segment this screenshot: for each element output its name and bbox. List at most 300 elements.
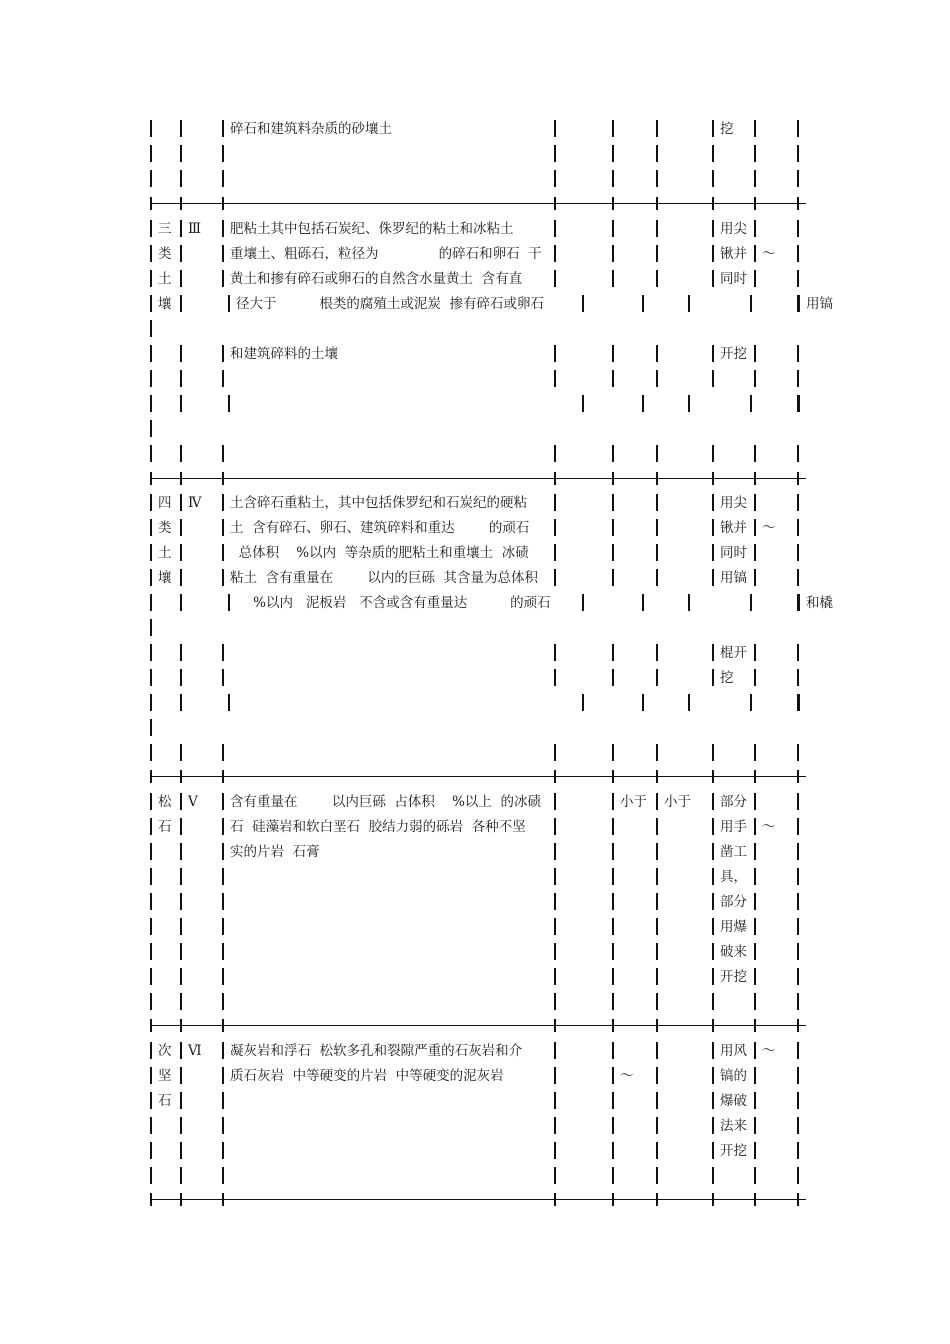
column-bar [754, 445, 756, 462]
column-bar [150, 145, 152, 162]
column-bar [754, 370, 756, 387]
column-bar [712, 569, 714, 586]
separator-tick [712, 1019, 714, 1032]
column-bar [180, 395, 182, 412]
column-bar [582, 694, 584, 711]
separator-tick [712, 1193, 714, 1206]
column-bar [150, 918, 152, 935]
cell-method: 法来 [720, 1118, 747, 1134]
cell-description: 径大于 根类的腐殖土或泥炭 掺有碎石或卵石 [236, 296, 544, 312]
cell-col6: 小于 [664, 794, 691, 810]
column-bar [754, 1117, 756, 1134]
separator-tick [612, 197, 614, 210]
column-bar [150, 1067, 152, 1084]
cell-category: 类 [158, 246, 172, 262]
column-bar [180, 519, 182, 536]
separator-tick [150, 1193, 152, 1206]
cell-description: 石 硅藻岩和软白垩石 胶结力弱的砾岩 各种不坚 [230, 819, 526, 835]
column-bar [554, 1042, 556, 1059]
column-bar [222, 968, 224, 985]
column-bar [797, 1067, 799, 1084]
column-bar [612, 1092, 614, 1109]
column-bar [180, 918, 182, 935]
separator-tick [754, 472, 756, 485]
separator-tick [180, 770, 182, 783]
orphan-bar [150, 420, 152, 437]
column-bar [222, 793, 224, 810]
column-bar [688, 295, 690, 312]
column-bar [150, 669, 152, 686]
column-bar [612, 544, 614, 561]
column-bar [712, 220, 714, 237]
column-bar [612, 843, 614, 860]
cell-method: 开挖 [720, 346, 747, 362]
column-bar [612, 993, 614, 1010]
column-bar [750, 395, 752, 412]
table-row [150, 343, 810, 365]
column-bar [222, 245, 224, 262]
table-row [150, 118, 810, 140]
column-bar [656, 793, 658, 810]
table-row [150, 991, 810, 1013]
separator-tick [150, 197, 152, 210]
column-bar [554, 918, 556, 935]
column-bar [180, 1067, 182, 1084]
column-bar [797, 145, 799, 162]
column-bar [150, 245, 152, 262]
column-bar [554, 1142, 556, 1159]
column-bar [754, 993, 756, 1010]
column-bar [797, 494, 799, 511]
column-bar [180, 993, 182, 1010]
column-bar [688, 395, 690, 412]
column-bar [180, 1042, 182, 1059]
column-bar [612, 669, 614, 686]
column-bar [180, 494, 182, 511]
column-bar [222, 370, 224, 387]
column-bar [150, 818, 152, 835]
column-bar [150, 345, 152, 362]
column-bar [150, 395, 152, 412]
table-row [150, 293, 833, 315]
separator-tick [754, 770, 756, 783]
table-row [150, 443, 810, 465]
column-bar [754, 744, 756, 761]
column-bar [712, 1117, 714, 1134]
column-bar [754, 494, 756, 511]
column-bar [656, 170, 658, 187]
cell-category: 松 [158, 794, 172, 810]
column-bar [712, 818, 714, 835]
column-bar [712, 843, 714, 860]
column-bar [554, 744, 556, 761]
column-bar [150, 370, 152, 387]
column-bar [754, 544, 756, 561]
cell-category: 壤 [158, 570, 172, 586]
column-bar [180, 295, 182, 312]
column-bar [712, 270, 714, 287]
column-bar [612, 1167, 614, 1184]
column-bar [150, 868, 152, 885]
column-bar [712, 370, 714, 387]
column-bar [222, 220, 224, 237]
cell-method: 爆破 [720, 1093, 747, 1109]
separator-tick [180, 197, 182, 210]
column-bar [180, 818, 182, 835]
column-bar [150, 1167, 152, 1184]
column-bar [754, 818, 756, 835]
table-row [150, 791, 810, 813]
table-row [150, 941, 810, 963]
column-bar [222, 1117, 224, 1134]
column-bar [228, 594, 230, 611]
column-bar [554, 519, 556, 536]
column-bar [797, 1042, 799, 1059]
column-bar [754, 868, 756, 885]
column-bar [754, 1067, 756, 1084]
column-bar [612, 245, 614, 262]
column-bar [612, 569, 614, 586]
column-bar [797, 245, 799, 262]
cell-col8: ～ [762, 819, 776, 835]
separator-tick [754, 197, 756, 210]
column-bar [222, 120, 224, 137]
column-bar [754, 120, 756, 137]
column-bar [797, 519, 799, 536]
table-row [150, 1040, 810, 1062]
column-bar [797, 744, 799, 761]
column-bar [754, 918, 756, 935]
column-bar [612, 793, 614, 810]
column-bar [180, 893, 182, 910]
column-bar [797, 818, 799, 835]
column-bar [180, 220, 182, 237]
table-row [150, 243, 810, 265]
column-bar [180, 843, 182, 860]
column-bar [180, 868, 182, 885]
column-bar [228, 395, 230, 412]
column-bar [754, 145, 756, 162]
cell-method: 同时 [720, 545, 747, 561]
column-bar [554, 1117, 556, 1134]
column-bar [797, 220, 799, 237]
column-bar [712, 893, 714, 910]
orphan-bar [150, 320, 152, 337]
column-bar [712, 445, 714, 462]
column-bar [750, 295, 752, 312]
column-bar [797, 694, 799, 711]
column-bar [554, 145, 556, 162]
column-bar [180, 370, 182, 387]
table-row [150, 966, 810, 988]
column-bar [582, 594, 584, 611]
column-bar [150, 569, 152, 586]
column-bar [754, 669, 756, 686]
separator-tick [150, 472, 152, 485]
column-bar [554, 793, 556, 810]
table-row [150, 1140, 810, 1162]
column-bar [222, 544, 224, 561]
column-bar [612, 1042, 614, 1059]
column-bar [222, 569, 224, 586]
column-bar [797, 544, 799, 561]
column-bar [797, 569, 799, 586]
column-bar [180, 1167, 182, 1184]
column-bar [712, 918, 714, 935]
column-bar [554, 370, 556, 387]
column-bar [656, 519, 658, 536]
cell-method: 用尖 [720, 221, 747, 237]
column-bar [554, 1167, 556, 1184]
cell-method: 镐的 [720, 1068, 747, 1084]
table-row [150, 143, 810, 165]
column-bar [712, 494, 714, 511]
column-bar [222, 445, 224, 462]
cell-description: 重壤土、粗砾石，粒径为 的碎石和卵石 干 [230, 246, 542, 262]
column-bar [180, 170, 182, 187]
row-separator [150, 776, 806, 777]
column-bar [554, 843, 556, 860]
column-bar [797, 395, 799, 412]
column-bar [222, 669, 224, 686]
column-bar [612, 145, 614, 162]
column-bar [582, 295, 584, 312]
cell-method: 锹并 [720, 520, 747, 536]
cell-method: 挖 [720, 670, 734, 686]
cell-description: 质石灰岩 中等硬变的片岩 中等硬变的泥灰岩 [230, 1068, 504, 1084]
column-bar [150, 793, 152, 810]
column-bar [150, 295, 152, 312]
column-bar [612, 943, 614, 960]
column-bar [612, 744, 614, 761]
column-bar [612, 644, 614, 661]
column-bar [180, 569, 182, 586]
table-row [150, 168, 810, 190]
column-bar [150, 120, 152, 137]
column-bar [612, 918, 614, 935]
column-bar [150, 170, 152, 187]
column-bar [656, 918, 658, 935]
column-bar [222, 145, 224, 162]
column-bar [612, 445, 614, 462]
table-row [150, 642, 810, 664]
table-row [150, 542, 810, 564]
cell-description: 碎石和建筑料杂质的砂壤土 [230, 121, 392, 137]
separator-tick [554, 1193, 556, 1206]
column-bar [797, 868, 799, 885]
column-bar [222, 843, 224, 860]
cell-method: 用镐 [720, 570, 747, 586]
cell-method: 部分 [720, 894, 747, 910]
cell-description: 土 含有碎石、卵石、建筑碎料和重达 的顽石 [230, 520, 530, 536]
column-bar [222, 519, 224, 536]
column-bar [612, 1142, 614, 1159]
column-bar [688, 694, 690, 711]
column-bar [150, 968, 152, 985]
column-bar [712, 1167, 714, 1184]
column-bar [797, 1117, 799, 1134]
cell-category: 石 [158, 1093, 172, 1109]
column-bar [712, 170, 714, 187]
row-separator [150, 1025, 806, 1026]
column-bar [797, 893, 799, 910]
column-bar [180, 445, 182, 462]
column-bar [612, 345, 614, 362]
cell-method: 用尖 [720, 495, 747, 511]
column-bar [612, 818, 614, 835]
column-bar [180, 594, 182, 611]
column-bar [222, 494, 224, 511]
cell-method: 棍开 [720, 645, 747, 661]
column-bar [150, 544, 152, 561]
column-bar [712, 968, 714, 985]
column-bar [656, 220, 658, 237]
table-row [150, 592, 833, 614]
column-bar [554, 669, 556, 686]
column-bar [554, 544, 556, 561]
column-bar [612, 370, 614, 387]
separator-tick [656, 770, 658, 783]
column-bar [754, 1142, 756, 1159]
separator-tick [712, 472, 714, 485]
column-bar [180, 744, 182, 761]
column-bar [150, 943, 152, 960]
column-bar [582, 395, 584, 412]
separator-tick [150, 1019, 152, 1032]
cell-col8: ～ [762, 246, 776, 262]
column-bar [656, 1067, 658, 1084]
separator-tick [554, 770, 556, 783]
column-bar [150, 993, 152, 1010]
column-bar [656, 843, 658, 860]
column-bar [222, 918, 224, 935]
column-bar [688, 594, 690, 611]
column-bar [222, 1142, 224, 1159]
column-bar [222, 1092, 224, 1109]
separator-tick [180, 1019, 182, 1032]
separator-tick [656, 1193, 658, 1206]
column-bar [180, 694, 182, 711]
column-bar [554, 270, 556, 287]
column-bar [656, 744, 658, 761]
column-bar [754, 345, 756, 362]
column-bar [150, 594, 152, 611]
column-bar [180, 644, 182, 661]
column-bar [656, 868, 658, 885]
column-bar [750, 694, 752, 711]
table-row [150, 692, 810, 714]
column-bar [797, 968, 799, 985]
column-bar [797, 445, 799, 462]
cell-grade: Ⅵ [188, 1043, 202, 1059]
column-bar [642, 594, 644, 611]
column-bar [228, 295, 230, 312]
table-row [150, 1090, 810, 1112]
column-bar [656, 270, 658, 287]
column-bar [712, 669, 714, 686]
cell-col8: 和橇 [806, 595, 833, 611]
column-bar [656, 1167, 658, 1184]
table-row [150, 667, 810, 689]
column-bar [612, 120, 614, 137]
column-bar [712, 544, 714, 561]
column-bar [656, 1142, 658, 1159]
row-separator [150, 478, 806, 479]
column-bar [712, 245, 714, 262]
column-bar [612, 1117, 614, 1134]
column-bar [750, 594, 752, 611]
column-bar [222, 270, 224, 287]
column-bar [797, 793, 799, 810]
column-bar [554, 868, 556, 885]
column-bar [222, 818, 224, 835]
column-bar [797, 993, 799, 1010]
column-bar [222, 644, 224, 661]
column-bar [554, 1092, 556, 1109]
table-row [150, 1065, 810, 1087]
column-bar [712, 1142, 714, 1159]
column-bar [712, 993, 714, 1010]
column-bar [612, 868, 614, 885]
column-bar [656, 569, 658, 586]
column-bar [754, 1092, 756, 1109]
separator-tick [554, 197, 556, 210]
column-bar [222, 893, 224, 910]
cell-description: 凝灰岩和浮石 松软多孔和裂隙严重的石灰岩和介 [230, 1043, 523, 1059]
column-bar [150, 1117, 152, 1134]
column-bar [150, 1042, 152, 1059]
table-row [150, 1115, 810, 1137]
column-bar [797, 644, 799, 661]
cell-method: 锹并 [720, 246, 747, 262]
column-bar [612, 893, 614, 910]
column-bar [712, 519, 714, 536]
cell-method: 破来 [720, 944, 747, 960]
cell-description: 肥粘土其中包括石炭纪、侏罗纪的粘土和冰粘土 [230, 221, 514, 237]
column-bar [797, 918, 799, 935]
cell-method: 用爆 [720, 919, 747, 935]
column-bar [150, 445, 152, 462]
cell-category: 四 [158, 495, 172, 511]
cell-category: 三 [158, 221, 172, 237]
column-bar [797, 1092, 799, 1109]
table-row [150, 1165, 810, 1187]
column-bar [754, 1167, 756, 1184]
column-bar [797, 120, 799, 137]
cell-category: 次 [158, 1043, 172, 1059]
row-separator [150, 203, 806, 204]
column-bar [712, 145, 714, 162]
cell-description: 含有重量在 以内巨砾 占体积 %以上 的冰碛 [230, 794, 541, 810]
column-bar [754, 220, 756, 237]
column-bar [754, 519, 756, 536]
table-row [150, 268, 810, 290]
column-bar [797, 170, 799, 187]
column-bar [180, 968, 182, 985]
column-bar [797, 295, 799, 312]
column-bar [612, 170, 614, 187]
column-bar [222, 345, 224, 362]
column-bar [656, 1042, 658, 1059]
cell-col8: ～ [762, 1043, 776, 1059]
separator-tick [222, 1193, 224, 1206]
column-bar [656, 120, 658, 137]
cell-category: 类 [158, 520, 172, 536]
column-bar [656, 818, 658, 835]
column-bar [797, 843, 799, 860]
column-bar [180, 544, 182, 561]
cell-col5: ～ [620, 1068, 634, 1084]
